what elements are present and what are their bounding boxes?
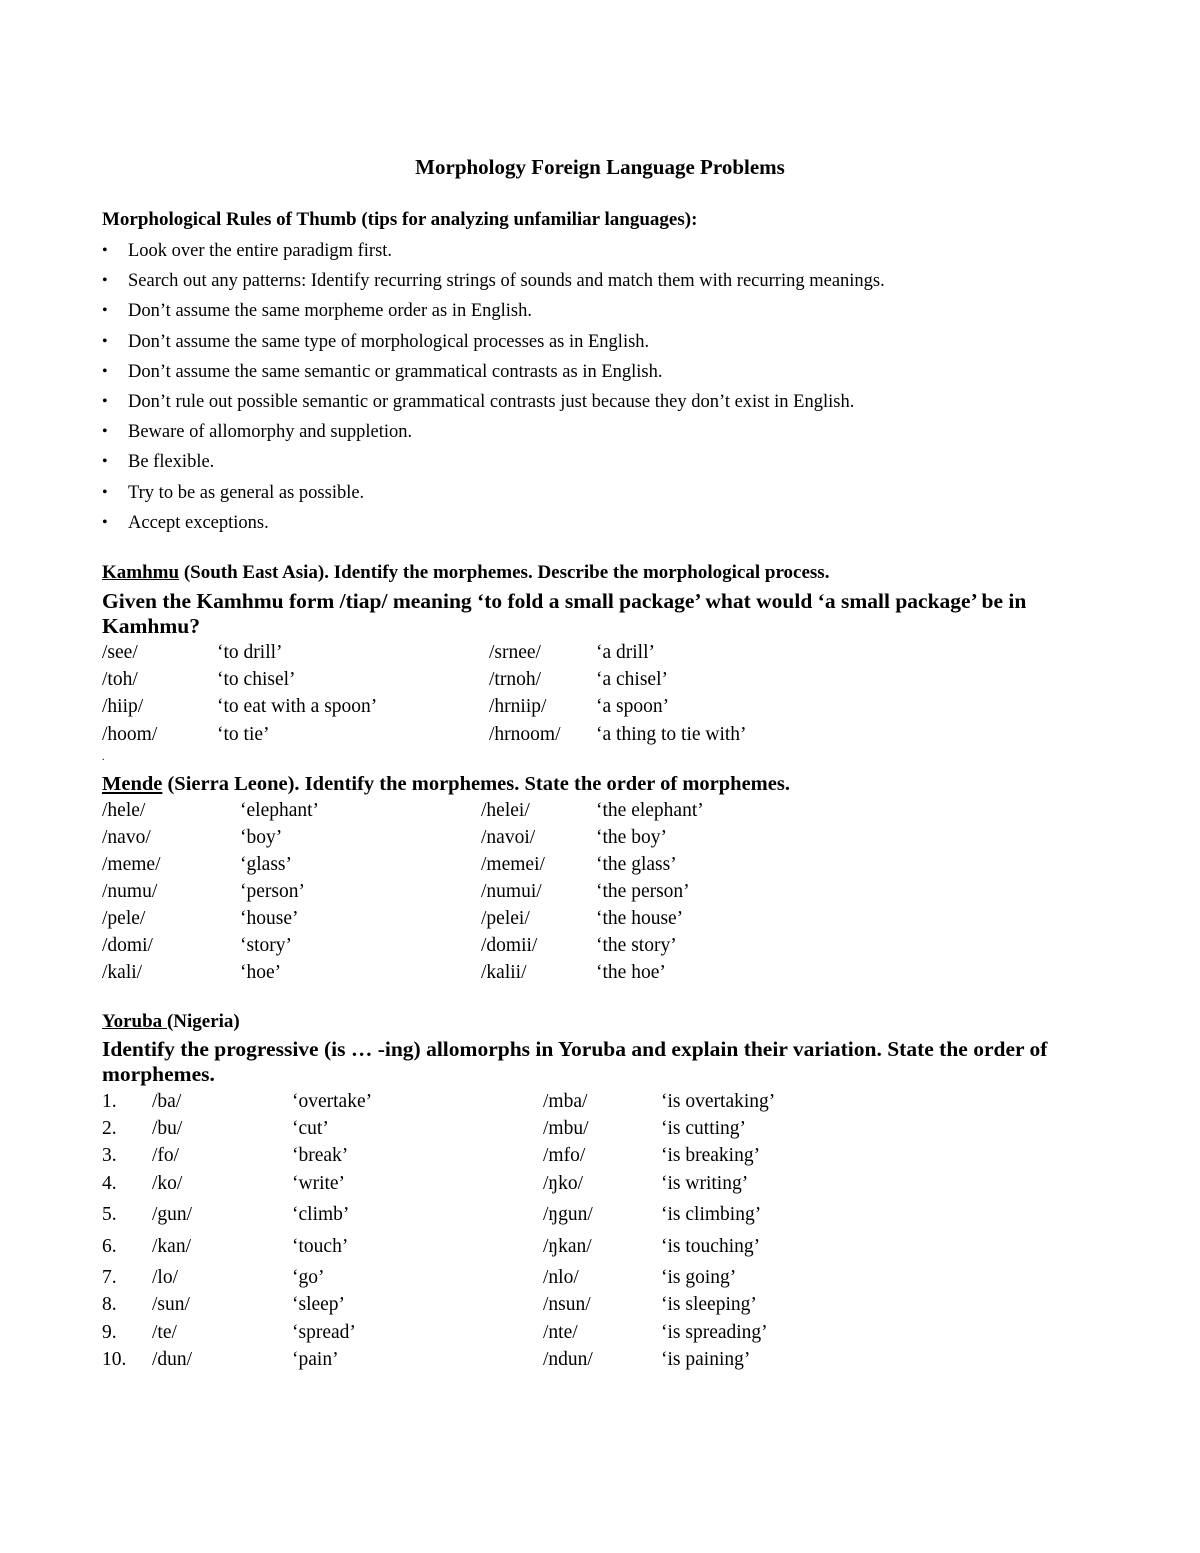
mende-cell: ‘the boy’ [596, 827, 667, 848]
page-title: Morphology Foreign Language Problems [415, 155, 785, 179]
yoruba-cell: ‘is sleeping’ [661, 1294, 757, 1315]
list-item: • Don’t assume the same type of morphological processes as in English. [102, 327, 885, 357]
mende-cell: /pele/ [102, 908, 146, 929]
kamhmu-cell: ‘to chisel’ [217, 669, 296, 690]
yoruba-cell: /sun/ [152, 1294, 190, 1315]
yoruba-cell: ‘is overtaking’ [661, 1091, 776, 1112]
kamhmu-cell: ‘a chisel’ [596, 669, 669, 690]
yoruba-cell: 3. [102, 1145, 117, 1166]
kamhmu-cell: /toh/ [102, 669, 138, 690]
mende-cell: ‘elephant’ [240, 800, 320, 821]
yoruba-cell: 1. [102, 1091, 117, 1112]
mende-heading [102, 773, 790, 796]
mende-cell: ‘story’ [240, 935, 292, 956]
list-item: • Beware of allomorphy and suppletion. [102, 417, 885, 447]
mende-region: (Sierra Leone). [162, 773, 300, 795]
mende-cell: /numu/ [102, 881, 158, 902]
yoruba-question: Identify the progressive (is … -ing) allomorphs in Yoruba and explain their variation. State the order of morphemes. [102, 1037, 1048, 1086]
yoruba-cell: /ba/ [152, 1091, 182, 1112]
yoruba-cell: /mba/ [543, 1091, 588, 1112]
yoruba-cell: /dun/ [152, 1349, 193, 1370]
list-item: • Try to be as general as possible. [102, 478, 885, 508]
yoruba-cell: /fo/ [152, 1145, 180, 1166]
list-item: • Accept exceptions. [102, 508, 885, 538]
kamhmu-instruction: Identify the morphemes. Describe the morphological process. [329, 562, 830, 583]
yoruba-cell: 9. [102, 1322, 117, 1343]
yoruba-cell: /nsun/ [543, 1294, 591, 1315]
bullet-icon: • [102, 513, 108, 531]
bullet-icon: • [102, 272, 108, 290]
kamhmu-heading [102, 562, 829, 584]
kamhmu-cell: ‘a spoon’ [596, 696, 670, 717]
list-item: • Look over the entire paradigm first. [102, 236, 885, 266]
list-item: • Search out any patterns: Identify recurring strings of sounds and match them with recurring meanings. [102, 266, 885, 296]
yoruba-cell: ‘is going’ [661, 1267, 737, 1288]
mende-cell: ‘hoe’ [240, 962, 282, 983]
kamhmu-language-name: Kamhmu [102, 562, 180, 583]
yoruba-cell: /nlo/ [543, 1267, 579, 1288]
yoruba-cell: ‘is cutting’ [661, 1118, 747, 1139]
mende-cell: /meme/ [102, 854, 161, 875]
yoruba-cell: /ŋgun/ [543, 1204, 593, 1225]
bullet-icon: • [102, 453, 108, 471]
yoruba-cell: ‘is breaking’ [661, 1145, 761, 1166]
yoruba-cell: ‘sleep’ [292, 1294, 346, 1315]
yoruba-cell: /bu/ [152, 1118, 183, 1139]
mende-cell: ‘house’ [240, 908, 299, 929]
stray-mark: . [102, 752, 105, 763]
mende-cell: /domii/ [481, 935, 538, 956]
yoruba-language-name: Yoruba [102, 1011, 167, 1032]
mende-cell: ‘boy’ [240, 827, 283, 848]
yoruba-cell: ‘write’ [292, 1173, 346, 1194]
yoruba-cell: ‘break’ [292, 1145, 349, 1166]
yoruba-cell: 5. [102, 1204, 117, 1225]
yoruba-cell: ‘spread’ [292, 1322, 356, 1343]
yoruba-heading [102, 1011, 240, 1033]
mende-instruction: Identify the morphemes. State the order of morphemes. [299, 773, 790, 795]
yoruba-cell: 6. [102, 1236, 117, 1257]
yoruba-region: (Nigeria) [166, 1011, 240, 1032]
yoruba-cell: ‘cut’ [292, 1118, 329, 1139]
yoruba-cell: /ŋko/ [543, 1173, 583, 1194]
rules-heading: Morphological Rules of Thumb (tips for analyzing unfamiliar languages): [102, 209, 698, 230]
mende-cell: /helei/ [481, 800, 530, 821]
kamhmu-cell: ‘to tie’ [217, 724, 270, 745]
yoruba-cell: ‘pain’ [292, 1349, 339, 1370]
bullet-icon: • [102, 242, 108, 259]
mende-cell: /domi/ [102, 935, 153, 956]
list-item: • Don’t assume the same semantic or grammatical contrasts as in English. [102, 357, 885, 387]
mende-cell: /navo/ [102, 827, 151, 848]
yoruba-cell: 8. [102, 1294, 117, 1315]
mende-cell: /hele/ [102, 800, 146, 821]
yoruba-cell: ‘overtake’ [292, 1091, 373, 1112]
yoruba-cell: /te/ [152, 1322, 177, 1343]
kamhmu-cell: /hrniip/ [489, 696, 547, 717]
yoruba-cell: /mfo/ [543, 1145, 586, 1166]
bullet-icon: • [102, 483, 108, 501]
yoruba-cell: /nte/ [543, 1322, 578, 1343]
kamhmu-cell: /srnee/ [489, 642, 541, 663]
kamhmu-cell: ‘to eat with a spoon’ [217, 696, 378, 717]
yoruba-cell: ‘is paining’ [661, 1349, 751, 1370]
rules-list [102, 236, 885, 538]
bullet-icon: • [102, 423, 108, 441]
mende-cell: ‘the elephant’ [596, 800, 704, 821]
yoruba-cell: ‘touch’ [292, 1236, 349, 1257]
kamhmu-cell: ‘a drill’ [596, 642, 656, 663]
yoruba-cell: ‘go’ [292, 1267, 325, 1288]
mende-cell: ‘the person’ [596, 881, 690, 902]
list-item: • Don’t rule out possible semantic or grammatical contrasts just because they don’t exist in English. [102, 387, 885, 417]
bullet-icon: • [102, 392, 108, 410]
yoruba-cell: 7. [102, 1267, 117, 1288]
mende-cell: ‘the house’ [596, 908, 684, 929]
mende-cell: ‘the hoe’ [596, 962, 666, 983]
mende-cell: ‘the story’ [596, 935, 677, 956]
yoruba-cell: /ndun/ [543, 1349, 593, 1370]
kamhmu-cell: /hiip/ [102, 696, 144, 717]
bullet-icon: • [102, 362, 108, 380]
mende-cell: /numui/ [481, 881, 542, 902]
mende-cell: ‘glass’ [240, 854, 292, 875]
kamhmu-question: Given the Kamhmu form /tiap/ meaning ‘to fold a small package’ what would ‘a small package’ be in Kamhmu? [102, 589, 1027, 638]
mende-cell: /memei/ [481, 854, 545, 875]
yoruba-cell: /ko/ [152, 1173, 183, 1194]
yoruba-cell: ‘is climbing’ [661, 1204, 762, 1225]
yoruba-cell: /gun/ [152, 1204, 193, 1225]
yoruba-cell: 2. [102, 1118, 117, 1139]
mende-cell: ‘the glass’ [596, 854, 677, 875]
yoruba-cell: ‘is touching’ [661, 1236, 761, 1257]
yoruba-cell: /ŋkan/ [543, 1236, 592, 1257]
kamhmu-cell: ‘to drill’ [217, 642, 283, 663]
yoruba-cell: ‘is writing’ [661, 1173, 749, 1194]
kamhmu-cell: /trnoh/ [489, 669, 541, 690]
mende-cell: /navoi/ [481, 827, 536, 848]
yoruba-cell: /kan/ [152, 1236, 191, 1257]
yoruba-cell: /mbu/ [543, 1118, 589, 1139]
kamhmu-cell: /hrnoom/ [489, 724, 561, 745]
mende-cell: /kali/ [102, 962, 143, 983]
mende-language-name: Mende [102, 773, 163, 795]
kamhmu-cell: /hoom/ [102, 724, 158, 745]
list-item: • Be flexible. [102, 447, 885, 477]
bullet-icon: • [102, 302, 108, 320]
kamhmu-cell: /see/ [102, 642, 138, 663]
yoruba-cell: 4. [102, 1173, 117, 1194]
list-item: • Don’t assume the same morpheme order as in English. [102, 296, 885, 326]
mende-cell: ‘person’ [240, 881, 305, 902]
mende-cell: /pelei/ [481, 908, 530, 929]
bullet-icon: • [102, 332, 108, 350]
yoruba-cell: ‘is spreading’ [661, 1322, 768, 1343]
yoruba-cell: 10. [102, 1349, 127, 1370]
yoruba-cell: /lo/ [152, 1267, 179, 1288]
yoruba-cell: ‘climb’ [292, 1204, 350, 1225]
kamhmu-region: (South East Asia). [179, 562, 329, 583]
kamhmu-cell: ‘a thing to tie with’ [596, 724, 747, 745]
mende-cell: /kalii/ [481, 962, 527, 983]
